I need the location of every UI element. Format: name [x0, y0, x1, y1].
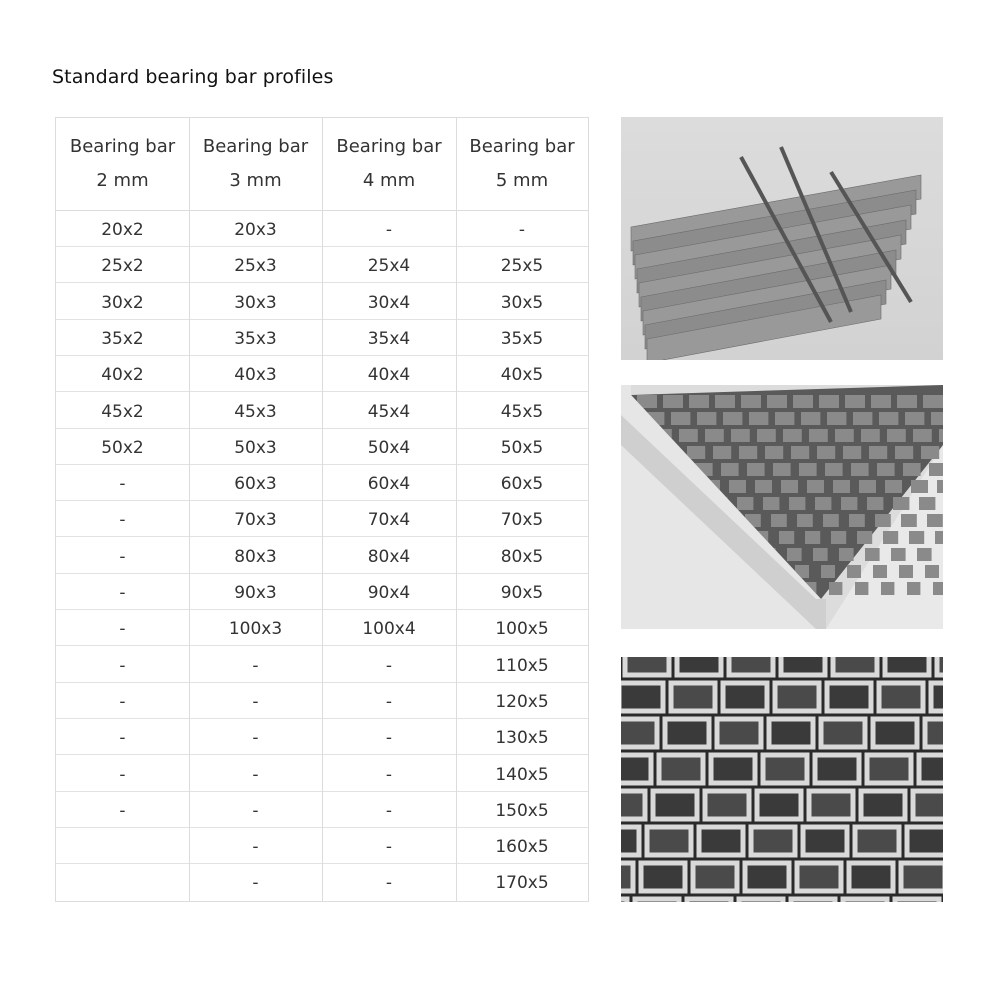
table-cell: 140x5	[495, 765, 549, 785]
table-cell: 25x4	[367, 256, 411, 276]
column-divider	[456, 118, 457, 901]
column-header	[322, 118, 456, 210]
table-cell: -	[385, 873, 393, 893]
column-header-title: Bearing bar	[336, 136, 442, 157]
column-header-title: Bearing bar	[469, 136, 575, 157]
table-cell: 70x5	[500, 510, 544, 530]
table-cell: -	[119, 474, 126, 494]
column-header-thickness: 4 mm	[362, 170, 416, 191]
table-cell: -	[252, 765, 259, 785]
table-cell: -	[385, 692, 393, 712]
column-header-thickness: 5 mm	[495, 170, 549, 191]
table-cell: 90x3	[234, 583, 277, 603]
table-cell: 45x5	[500, 402, 544, 422]
table-cell: 30x5	[500, 293, 544, 313]
table-cell: 35x2	[101, 329, 144, 349]
table-cell: 35x5	[500, 329, 544, 349]
table-cell: 40x3	[234, 365, 277, 385]
table-cell: -	[385, 728, 393, 748]
table-cell: -	[252, 728, 259, 748]
table-cell: 30x3	[234, 293, 277, 313]
table-cell: 80x4	[367, 547, 411, 567]
table-cell	[56, 864, 189, 900]
table-cell: 45x3	[234, 402, 277, 422]
table-cell: 50x4	[367, 438, 411, 458]
column-header-title: Bearing bar	[69, 136, 176, 157]
bearing-bar-table	[55, 117, 589, 902]
column-header	[56, 118, 189, 210]
table-cell: 20x2	[101, 220, 144, 240]
table-cell: -	[385, 837, 393, 857]
table-cell: 100x5	[495, 619, 549, 639]
table-cell: 45x4	[367, 402, 411, 422]
table-cell: -	[119, 728, 126, 748]
table-cell: -	[119, 801, 126, 821]
table-cell: -	[252, 656, 259, 676]
page-title: Standard bearing bar profiles	[52, 66, 334, 88]
table-cell: 25x2	[101, 256, 144, 276]
table-cell: -	[119, 547, 126, 567]
column-header	[189, 118, 322, 210]
table-cell: -	[385, 656, 393, 676]
column-header-thickness: 3 mm	[229, 170, 282, 191]
table-cell: 100x3	[228, 619, 283, 639]
table-cell: 35x4	[367, 329, 411, 349]
table-cell: 130x5	[495, 728, 549, 748]
table-cell: -	[252, 692, 259, 712]
table-cell: 25x3	[234, 256, 277, 276]
table-cell: 120x5	[495, 692, 549, 712]
table-cell: 170x5	[495, 873, 549, 893]
table-cell: 160x5	[495, 837, 549, 857]
table-cell: 70x3	[234, 510, 277, 530]
column-divider	[322, 118, 323, 901]
table-cell: -	[119, 765, 126, 785]
table-cell	[56, 828, 189, 864]
table-cell: -	[119, 510, 126, 530]
table-cell: 40x4	[367, 365, 411, 385]
table-cell: 80x3	[234, 547, 277, 567]
column-header-thickness: 2 mm	[96, 170, 149, 191]
table-cell: -	[385, 220, 393, 240]
table-cell: -	[252, 873, 259, 893]
column-header	[456, 118, 588, 210]
table-cell: -	[518, 220, 526, 240]
table-cell: 60x4	[367, 474, 411, 494]
table-cell: 45x2	[101, 402, 144, 422]
table-cell: 50x3	[234, 438, 277, 458]
table-cell: 80x5	[500, 547, 544, 567]
table-cell: 150x5	[495, 801, 549, 821]
table-cell: 30x4	[367, 293, 411, 313]
table-cell: -	[252, 801, 259, 821]
table-cell: 60x5	[500, 474, 544, 494]
grating-closeup-photo	[621, 657, 943, 902]
table-cell: 110x5	[495, 656, 549, 676]
table-cell: 50x5	[500, 438, 544, 458]
table-cell: -	[119, 619, 126, 639]
table-cell: 25x5	[500, 256, 544, 276]
grating-panel-photo	[621, 385, 943, 629]
grating-assembly-photo	[621, 117, 943, 360]
table-cell: -	[252, 837, 259, 857]
table-cell: 100x4	[362, 619, 416, 639]
table-cell: 40x2	[101, 365, 144, 385]
table-cell: -	[119, 656, 126, 676]
table-cell: 40x5	[500, 365, 544, 385]
table-cell: -	[385, 801, 393, 821]
table-cell: -	[385, 765, 393, 785]
table-cell: 20x3	[234, 220, 277, 240]
column-header-title: Bearing bar	[202, 136, 309, 157]
table-cell: -	[119, 692, 126, 712]
table-cell: 70x4	[367, 510, 411, 530]
table-cell: 30x2	[101, 293, 144, 313]
table-cell: -	[119, 583, 126, 603]
column-divider	[189, 118, 190, 901]
table-cell: 50x2	[101, 438, 144, 458]
table-cell: 35x3	[234, 329, 277, 349]
table-cell: 60x3	[234, 474, 277, 494]
table-cell: 90x4	[367, 583, 411, 603]
table-cell: 90x5	[500, 583, 544, 603]
